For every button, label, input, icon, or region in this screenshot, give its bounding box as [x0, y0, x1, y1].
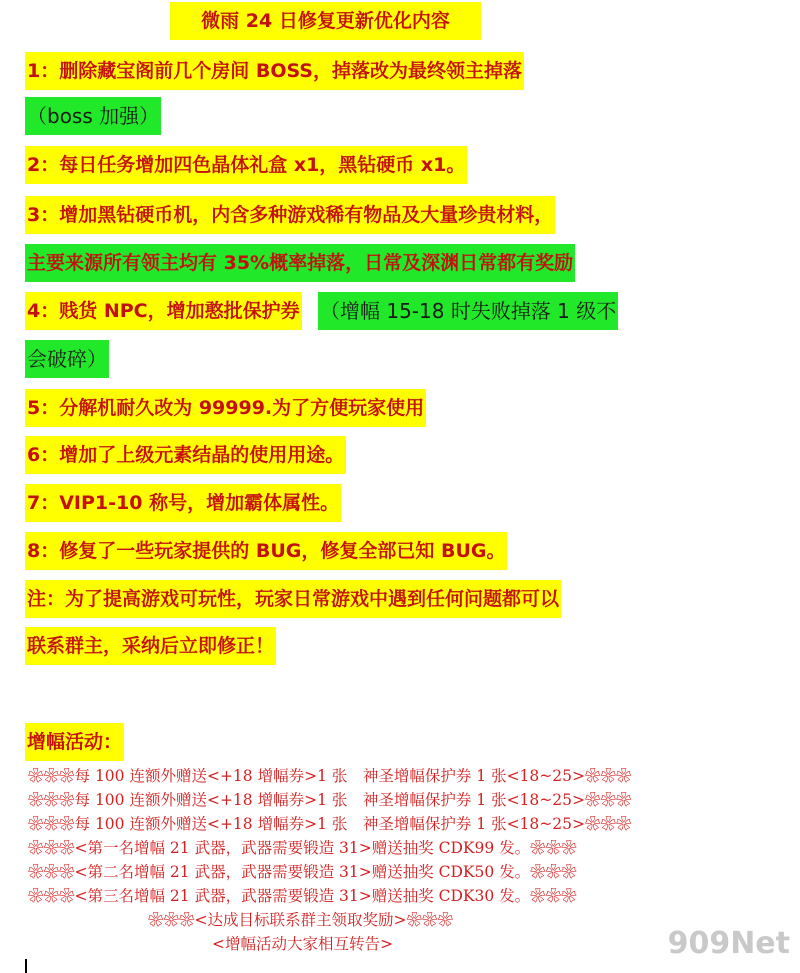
activity-row-1-text: 每 100 连额外赠送<+18 增幅券>1 张 神圣增幅保护券 1 张<18~25> — [74, 767, 585, 785]
update-line-3-cont-text: 主要来源所有领主均有 35%概率掉落，日常及深渊日常都有奖励 — [27, 252, 574, 274]
page-title — [170, 2, 481, 40]
flower-icon: ❀❀❀ — [584, 791, 632, 809]
flower-icon: ❀❀❀ — [530, 839, 577, 857]
flower-icon: ❀❀❀ — [28, 815, 75, 833]
flower-icon: ❀❀❀ — [530, 887, 577, 905]
update-line-5 — [25, 389, 426, 427]
activity-footer-text: <增幅活动大家相互转告> — [212, 935, 393, 953]
update-line-4-note-cont — [25, 340, 109, 378]
update-line-4-text: 4：贱货 NPC，增加憨批保护券 — [27, 300, 300, 322]
update-line-2 — [25, 146, 467, 184]
flower-icon: ❀❀❀ — [584, 815, 632, 833]
update-line-1 — [25, 52, 524, 90]
activity-row-7 — [148, 909, 453, 931]
update-line-5-text: 5：分解机耐久改为 99999.为了方便玩家使用 — [27, 397, 425, 419]
update-line-1-text: 1：删除藏宝阁前几个房间 BOSS，掉落改为最终领主掉落 — [27, 60, 522, 82]
update-line-3-cont — [25, 244, 575, 282]
update-line-8-text: 8：修复了一些玩家提供的 BUG，修复全部已知 BUG。 — [27, 540, 506, 562]
update-line-4-note — [318, 292, 618, 330]
note-line-1 — [25, 580, 561, 618]
update-line-4 — [25, 292, 302, 330]
flower-icon: ❀❀❀ — [530, 863, 577, 881]
activity-row-6 — [28, 885, 577, 907]
activity-row-3-text: 每 100 连额外赠送<+18 增幅券>1 张 神圣增幅保护券 1 张<18~25> — [74, 815, 585, 833]
activity-row-4 — [28, 837, 577, 859]
activity-row-2-text: 每 100 连额外赠送<+18 增幅券>1 张 神圣增幅保护券 1 张<18~25> — [74, 791, 585, 809]
update-line-1-note — [25, 97, 161, 135]
activity-row-4-text: <第一名增幅 21 武器，武器需要锻造 31>赠送抽奖 CDK99 发。 — [74, 839, 531, 857]
update-line-4-note-cont-text: 会破碎） — [27, 347, 107, 371]
flower-icon: ❀❀❀ — [584, 767, 632, 785]
note-line-2 — [25, 627, 276, 665]
flower-icon: ❀❀❀ — [28, 863, 75, 881]
flower-icon: ❀❀❀ — [28, 887, 75, 905]
watermark-text: 909Net — [667, 926, 790, 961]
page-title-text: 微雨 24 日修复更新优化内容 — [201, 10, 450, 32]
update-line-8 — [25, 532, 507, 570]
update-line-2-text: 2：每日任务增加四色晶体礼盒 x1，黑钻硬币 x1。 — [27, 154, 466, 176]
update-line-3 — [25, 196, 555, 234]
flower-icon: ❀❀❀ — [28, 791, 75, 809]
note-line-2-text: 联系群主，采纳后立即修正！ — [27, 635, 275, 657]
activity-row-7-text: <达成目标联系群主领取奖励> — [194, 911, 407, 929]
flower-icon: ❀❀❀ — [148, 911, 195, 929]
activity-heading-text: 增幅活动： — [27, 731, 123, 753]
activity-heading — [25, 723, 124, 761]
update-line-1-note-text: （boss 加强） — [27, 104, 160, 128]
activity-row-6-text: <第三名增幅 21 武器，武器需要锻造 31>赠送抽奖 CDK30 发。 — [74, 887, 531, 905]
activity-row-5 — [28, 861, 577, 883]
flower-icon: ❀❀❀ — [28, 767, 75, 785]
update-line-7 — [25, 484, 341, 522]
update-line-7-text: 7：VIP1-10 称号，增加霸体属性。 — [27, 492, 340, 514]
update-line-6-text: 6：增加了上级元素结晶的使用用途。 — [27, 444, 345, 466]
activity-footer — [212, 933, 393, 955]
update-line-6 — [25, 436, 346, 474]
flower-icon: ❀❀❀ — [28, 839, 75, 857]
activity-row-1 — [28, 765, 632, 787]
watermark-logo — [668, 926, 790, 961]
activity-row-3 — [28, 813, 632, 835]
update-line-3-text: 3：增加黑钻硬币机，内含多种游戏稀有物品及大量珍贵材料， — [27, 204, 554, 226]
note-line-1-text: 注：为了提高游戏可玩性，玩家日常游戏中遇到任何问题都可以 — [27, 588, 560, 610]
update-line-4-note-text: （增幅 15-18 时失败掉落 1 级不 — [320, 299, 617, 323]
activity-row-2 — [28, 789, 632, 811]
text-cursor — [25, 959, 27, 973]
activity-row-5-text: <第二名增幅 21 武器，武器需要锻造 31>赠送抽奖 CDK50 发。 — [74, 863, 531, 881]
flower-icon: ❀❀❀ — [406, 911, 454, 929]
